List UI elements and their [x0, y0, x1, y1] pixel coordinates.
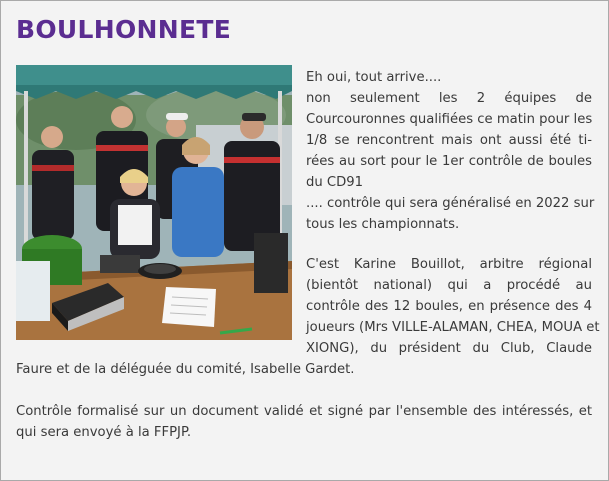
- text-line: C'est Karine Bouillot, arbitre régional: [306, 257, 592, 272]
- text-line: Eh oui, tout arrive....: [306, 70, 442, 85]
- text-line: .... contrôle qui sera généralisé en 2022 sur: [306, 196, 595, 211]
- text-line: Faure et de la déléguée du comité, Isabelle Gardet.: [16, 362, 355, 377]
- text-line: qui sera envoyé à la FFPJP.: [16, 425, 192, 440]
- text-line: Courcouronnes qualifiées ce matin pour les: [306, 112, 593, 127]
- text-line: rées au sort pour le 1er contrôle de boules: [306, 154, 592, 169]
- text-line: XIONG), du président du Club, Claude: [306, 341, 592, 356]
- closing-paragraph: [16, 401, 592, 443]
- controller-paragraph-tail: [16, 359, 592, 380]
- article-photo: [16, 65, 292, 340]
- text-line: contrôle des 12 boules, en présence des 4: [306, 299, 592, 314]
- text-line: (bientôt national) qui a procédé au: [306, 278, 592, 293]
- intro-paragraph: [306, 67, 595, 235]
- text-line: tous les championnats.: [306, 217, 460, 232]
- text-line: joueurs (Mrs VILLE-ALAMAN, CHEA, MOUA et: [306, 320, 600, 335]
- text-line: du CD91: [306, 175, 364, 190]
- text-line: Contrôle formalisé sur un document validé et signé par l'ensemble des intéressés, et: [16, 404, 592, 419]
- article-title: BOULHONNETE: [16, 15, 232, 44]
- text-line: 1/8 se rencontrent mais ont aussi été ti-: [306, 133, 592, 148]
- controller-paragraph: [306, 254, 600, 359]
- text-line: non seulement les 2 équipes de: [306, 91, 592, 106]
